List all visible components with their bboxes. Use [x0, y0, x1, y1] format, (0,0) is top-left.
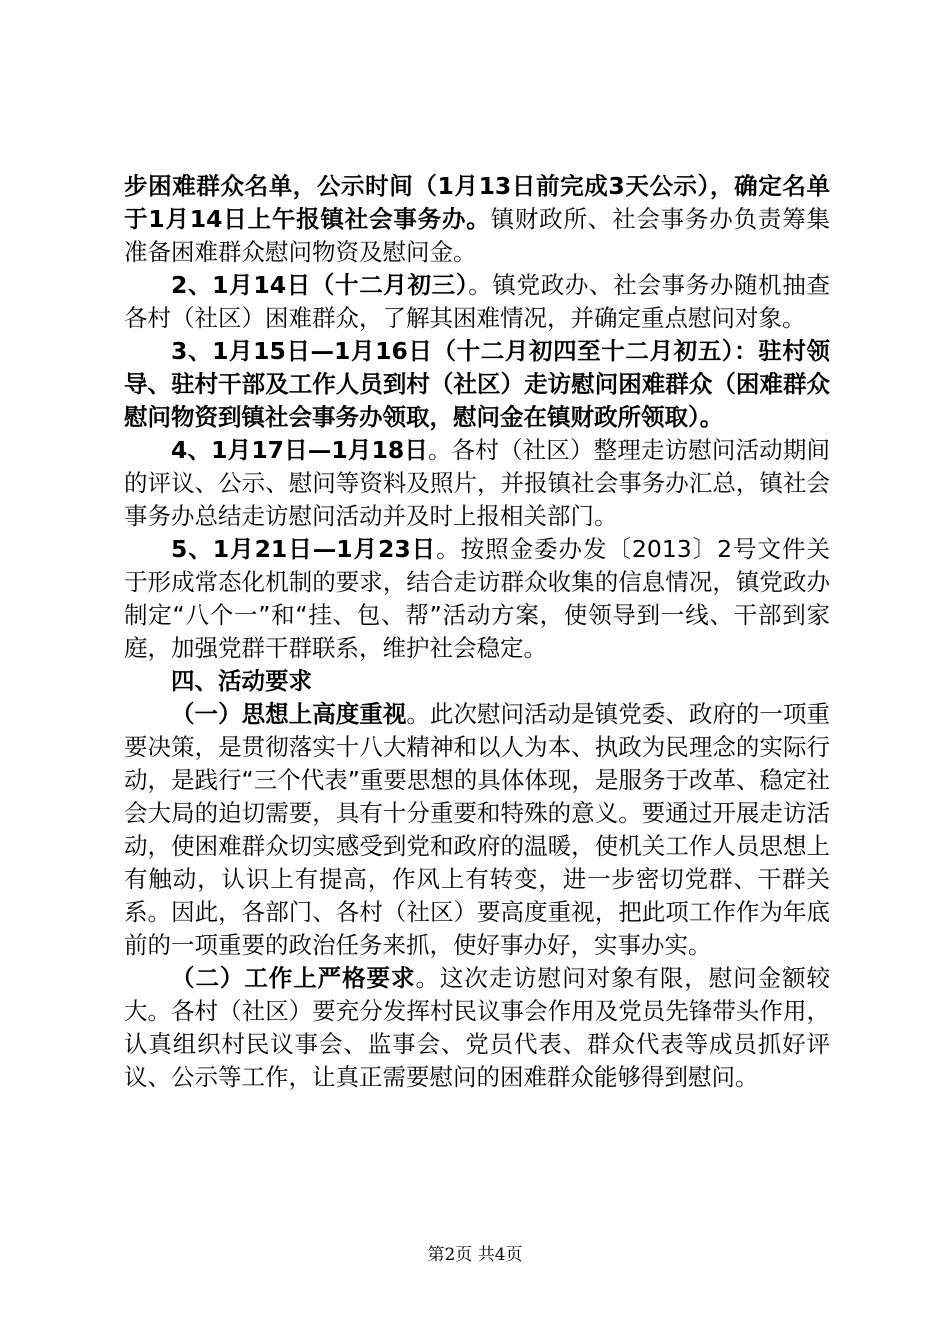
document-body	[124, 170, 830, 1094]
paragraph-item-5	[124, 533, 830, 665]
text-run: 5、1月21日—1月23日	[171, 535, 437, 563]
text-run: 2、1月14日（十二月初三）	[171, 271, 469, 299]
paragraph-item-2	[124, 269, 830, 335]
requirement-paragraph-2	[124, 962, 830, 1094]
section-heading: 四、活动要求	[171, 667, 312, 695]
text-run: （二）工作上严格要求	[171, 964, 416, 992]
text-run: （一）思想上高度重视	[171, 700, 407, 728]
text-run: 。镇党政办、社会事务办随机抽查各村（社区）困难群众，了解其困难情况，并确定重点慰问对象。	[124, 271, 831, 332]
text-run: 4、1月17日—1月18日	[171, 436, 429, 464]
text-run: 3、1月15日—1月16日（十二月初四至十二月初五）：驻村领导、驻村干部及工作人员到村（社区）走访慰问困难群众（困难群众慰问物资到镇社会事务办领取，慰问金在镇财政所领取）。	[124, 337, 830, 431]
text-run: 。各村（社区）整理走访慰问活动期间的评议、公示、慰问等资料及照片，并报镇社会事务办汇总，镇社会事务办总结走访慰问活动并及时上报相关部门。	[124, 436, 830, 530]
requirement-paragraph-1	[124, 698, 830, 962]
paragraph-item-4	[124, 434, 830, 533]
text-run: 。此次慰问活动是镇党委、政府的一项重要决策，是贯彻落实十八大精神和以人为本、执政为民理念的实际行动，是践行“三个代表”重要思想的具体体现，是服务于改革、稳定社会大局的迫切需要，具有十分重要和特殊的意义。要通过开展走访活动，使困难群众切实感受到党和政府的温暖，使机关工作人员思想上有触动，认识上有提高，作风上有转变，进一步密切党群、干群关系。因此，各部门、各村（社区）要高度重视，把此项工作作为年底前的一项重要的政治任务来抓，使好事办好，实事办实。	[124, 700, 831, 959]
page-footer: 第2页 共4页	[427, 1245, 523, 1265]
text-run: 镇财政所、社会事务办负责筹集准备困难群众慰问物资及慰问金。	[124, 205, 830, 266]
paragraph-item-3	[124, 335, 830, 434]
text-run: 。按照金委办发〔2013〕2号文件关于形成常态化机制的要求，结合走访群众收集的信息情况，镇党政办制定“八个一”和“挂、包、帮”活动方案，使领导到一线、干部到家庭，加强党群干群联系，维护社会稳定。	[124, 535, 830, 662]
paragraph-continued-list	[124, 170, 830, 269]
text-run: 步困难群众名单，公示时间（1月13日前完成3天公示），确定名单于1月14日上午报镇社会事务办。	[124, 172, 830, 233]
text-run: 。这次走访慰问对象有限，慰问金额较大。各村（社区）要充分发挥村民议事会作用及党员先锋带头作用，认真组织村民议事会、监事会、党员代表、群众代表等成员抓好评议、公示等工作，让真正需要慰问的困难群众能够得到慰问。	[124, 964, 831, 1091]
